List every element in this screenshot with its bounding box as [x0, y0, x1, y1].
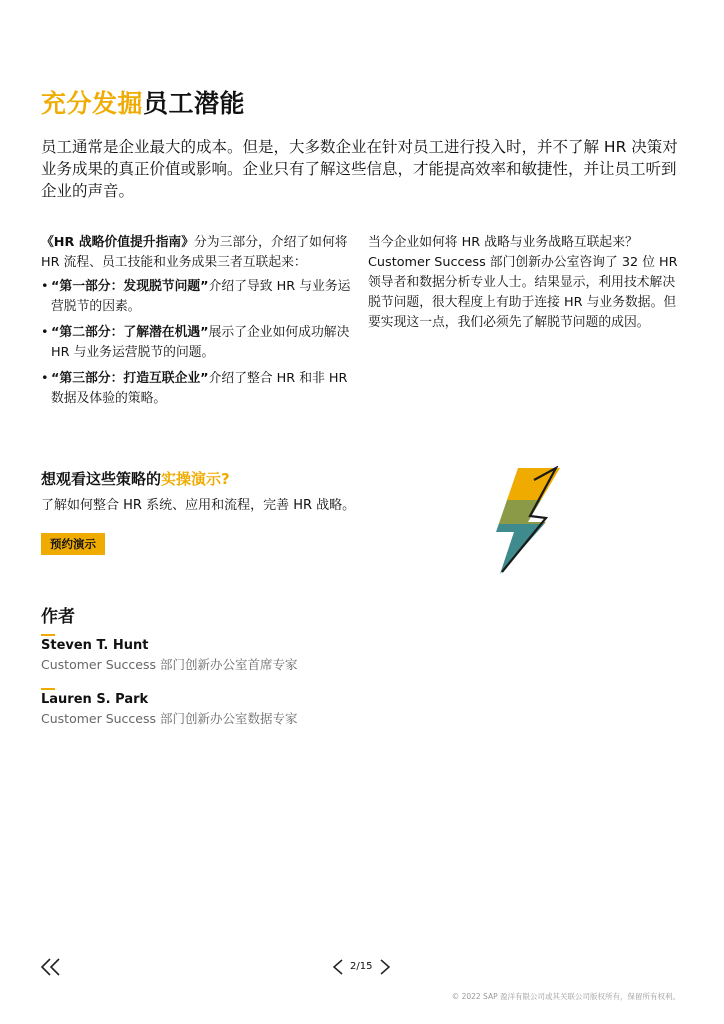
demo-heading-highlight: 实操演示?	[161, 470, 230, 488]
double-chevron-left-icon[interactable]	[40, 956, 62, 978]
authors-heading: 作者	[41, 607, 75, 627]
part-2-text: 展示了企业如何成功解决 HR 与业务运营脱节的问题。	[51, 325, 350, 360]
author-2-name: Lauren S. Park	[41, 692, 149, 707]
intro-paragraph	[41, 136, 687, 202]
part-1-text: 介绍了导致 HR 与业务运营脱节的因素。	[51, 279, 351, 314]
part-3-text: 介绍了整合 HR 和非 HR 数据及体验的策略。	[51, 371, 348, 406]
demo-description: 了解如何整合 HR 系统、应用和流程，完善 HR 战略。	[41, 498, 356, 513]
copyright-text: © 2022 SAP 盈洋有限公司或其关联公司版权所有，保留所有权利。	[451, 992, 680, 1001]
demo-heading-prefix: 想观看这些策略的	[41, 470, 162, 488]
part-2-title: “第二部分：了解潜在机遇”	[51, 325, 209, 340]
guide-intro	[41, 233, 357, 273]
demo-heading	[41, 468, 230, 489]
guide-title: 《HR 战略价值提升指南》	[41, 235, 194, 250]
author-2-divider	[41, 688, 55, 690]
list-item-part-3	[41, 369, 357, 409]
lightning-bolt-icon	[494, 466, 564, 576]
part-1-title: “第一部分：发现脱节问题”	[51, 279, 209, 294]
part-3-title: “第三部分：打造互联企业”	[51, 371, 209, 386]
page-title-rest: 员工潜能	[143, 89, 246, 118]
author-1-name: Steven T. Hunt	[41, 638, 149, 653]
author-2-role: Customer Success 部门创新办公室数据专家	[41, 711, 298, 726]
right-column-text: 当今企业如何将 HR 战略与业务战略互联起来？Customer Success 部门创新办公室咨询了 32 位 HR 领导者和数据分析专业人士。结果显示，利用技术解决脱节问题，很大程度上有助于连接 HR 与业务数据。但要实现这一点，我们必须先了解脱节问题的成因。	[368, 235, 678, 330]
intro-text: 员工通常是企业最大的成本。但是，大多数企业在针对员工进行投入时，并不了解 HR 决策对业务成果的真正价值或影响。企业只有了解这些信息，才能提高效率和敏捷性，并让员工听到企业的声音。	[41, 138, 678, 200]
list-item-part-2	[41, 323, 357, 363]
list-item-part-1	[41, 277, 357, 317]
page-title	[41, 84, 245, 120]
guide-text: 分为三部分，介绍了如何将 HR 流程、员工技能和业务成果三者互联起来：	[41, 235, 348, 270]
parts-list	[41, 277, 357, 409]
chevron-left-icon[interactable]	[332, 958, 344, 976]
bolt-olive-band	[494, 500, 564, 524]
left-column	[41, 233, 357, 415]
chevron-right-icon[interactable]	[379, 958, 391, 976]
page-indicator: 2/15	[350, 961, 373, 972]
page-title-highlight: 充分发掘	[41, 89, 144, 118]
right-column	[368, 233, 684, 333]
author-1-divider	[41, 634, 55, 636]
author-1-role: Customer Success 部门创新办公室首席专家	[41, 657, 298, 672]
book-demo-button[interactable]: 预约演示	[41, 533, 105, 555]
